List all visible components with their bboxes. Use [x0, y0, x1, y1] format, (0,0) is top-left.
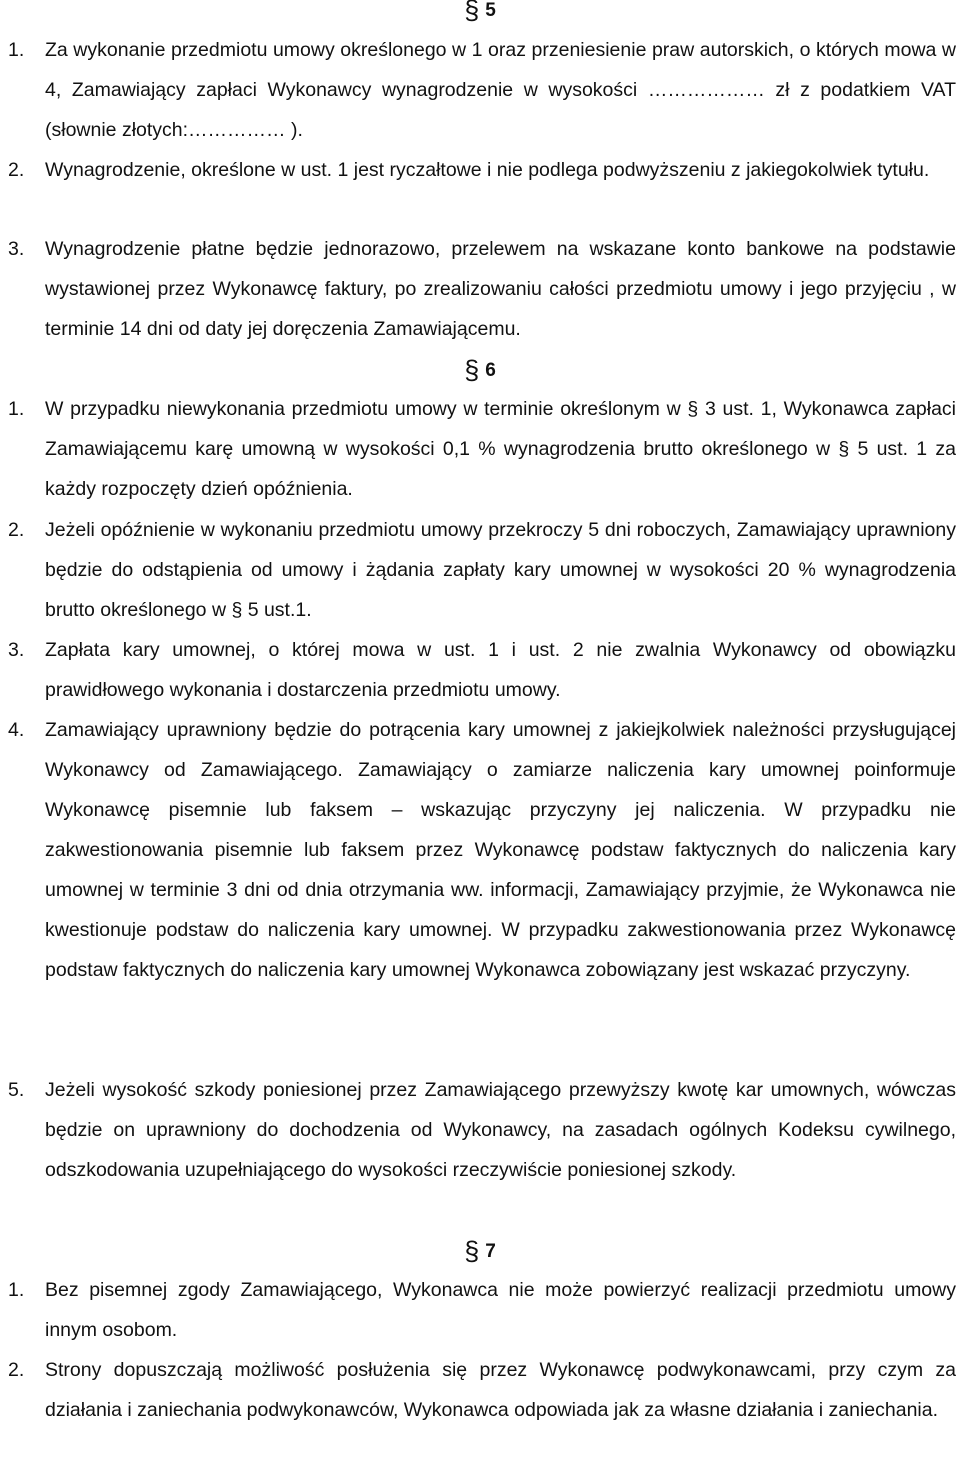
paragraph-5-3: [8, 229, 956, 349]
paragraph-text: Bez pisemnej zgody Zamawiającego, Wykonawca nie może powierzyć realizacji przedmiotu umowy innym osobom.: [45, 1279, 956, 1341]
paragraph-7-1: [8, 1270, 956, 1350]
paragraph-text: Jeżeli opóźnienie w wykonaniu przedmiotu umowy przekroczy 5 dni roboczych, Zamawiający uprawniony będzie do odstąpienia od umowy i żądania zapłaty kary umownej w wysokości 20 % wynagrodzenia brutto określonego w § 5 ust.1.: [45, 519, 956, 621]
paragraph-6-2: [8, 510, 956, 630]
section-heading-5: [0, 0, 960, 23]
section-heading-6: [0, 355, 960, 385]
paragraph-number: 4.: [8, 719, 25, 741]
paragraph-6-4: [8, 710, 956, 990]
paragraph-text: Wynagrodzenie płatne będzie jednorazowo, przelewem na wskazane konto bankowe na podstawie wystawionej przez Wykonawcę faktury, po zrealizowaniu całości przedmiotu umowy i jego przyjęciu , w terminie 14 dni od daty jej doręczenia Zamawiającemu.: [45, 238, 956, 340]
paragraph-number: 3.: [8, 238, 25, 260]
paragraph-number: 1.: [8, 39, 25, 61]
section-sign: §: [464, 0, 480, 25]
section-number: 7: [485, 1241, 496, 1262]
paragraph-number: 5.: [8, 1079, 25, 1101]
paragraph-5-2: [8, 150, 956, 190]
section-number: 5: [485, 0, 496, 21]
paragraph-text: Jeżeli wysokość szkody poniesionej przez Zamawiającego przewyższy kwotę kar umownych, wówczas będzie on uprawniony do dochodzenia od Wykonawcy, na zasadach ogólnych Kodeksu cywilnego, odszkodowania uzupełniającego do wysokości rzeczywiście poniesionej szkody.: [45, 1079, 956, 1181]
paragraph-text: Zapłata kary umownej, o której mowa w ust. 1 i ust. 2 nie zwalnia Wykonawcy od obowiązku prawidłowego wykonania i dostarczenia przedmiotu umowy.: [45, 639, 956, 701]
paragraph-text: Wynagrodzenie, określone w ust. 1 jest ryczałtowe i nie podlega podwyższeniu z jakiegokolwiek tytułu.: [45, 159, 930, 181]
paragraph-number: 1.: [8, 1279, 25, 1301]
section-number: 6: [485, 360, 496, 381]
paragraph-text: Strony dopuszczają możliwość posłużenia się przez Wykonawcę podwykonawcami, przy czym za działania i zaniechania podwykonawców, Wykonawca odpowiada jak za własne działania i zaniechania.: [45, 1359, 956, 1421]
section-heading-7: [0, 1236, 960, 1266]
paragraph-number: 2.: [8, 519, 25, 541]
section-sign: §: [464, 355, 480, 385]
paragraph-number: 2.: [8, 1359, 25, 1381]
paragraph-6-3: [8, 630, 956, 710]
paragraph-6-1: [8, 389, 956, 509]
paragraph-text: W przypadku niewykonania przedmiotu umowy w terminie określonym w § 3 ust. 1, Wykonawca zapłaci Zamawiającemu karę umowną w wysokości 0,1 % wynagrodzenia brutto określonego w § 5 ust. 1 za każdy rozpoczęty dzień opóźnienia.: [45, 398, 956, 500]
paragraph-7-2: [8, 1350, 956, 1430]
paragraph-number: 2.: [8, 159, 25, 181]
paragraph-text: Zamawiający uprawniony będzie do potrącenia kary umownej z jakiejkolwiek należności przysługującej Wykonawcy od Zamawiającego. Zamawiający o zamiarze naliczenia kary umownej poinformuje Wykonawcę pisemnie lub faksem – wskazując przyczyny jej naliczenia. W przypadku nie zakwestionowania pisemnie lub faksem przez Wykonawcę podstaw faktycznych do naliczenia kary umownej w terminie 3 dni od dnia otrzymania ww. informacji, Zamawiający przyjmie, że Wykonawca nie kwestionuje podstaw do naliczenia kary umownej. W przypadku zakwestionowania przez Wykonawcę podstaw faktycznych do naliczenia kary umownej Wykonawca zobowiązany jest wskazać przyczyny.: [45, 719, 956, 981]
paragraph-5-1: [8, 30, 956, 150]
paragraph-text: Za wykonanie przedmiotu umowy określonego w 1 oraz przeniesienie praw autorskich, o których mowa w 4, Zamawiający zapłaci Wykonawcy wynagrodzenie w wysokości ……………… zł z podatkiem VAT (słownie złotych:…………… ).: [45, 39, 956, 141]
paragraph-number: 1.: [8, 398, 25, 420]
paragraph-number: 3.: [8, 639, 25, 661]
section-sign: §: [464, 1236, 480, 1266]
paragraph-6-5: [8, 1070, 956, 1190]
